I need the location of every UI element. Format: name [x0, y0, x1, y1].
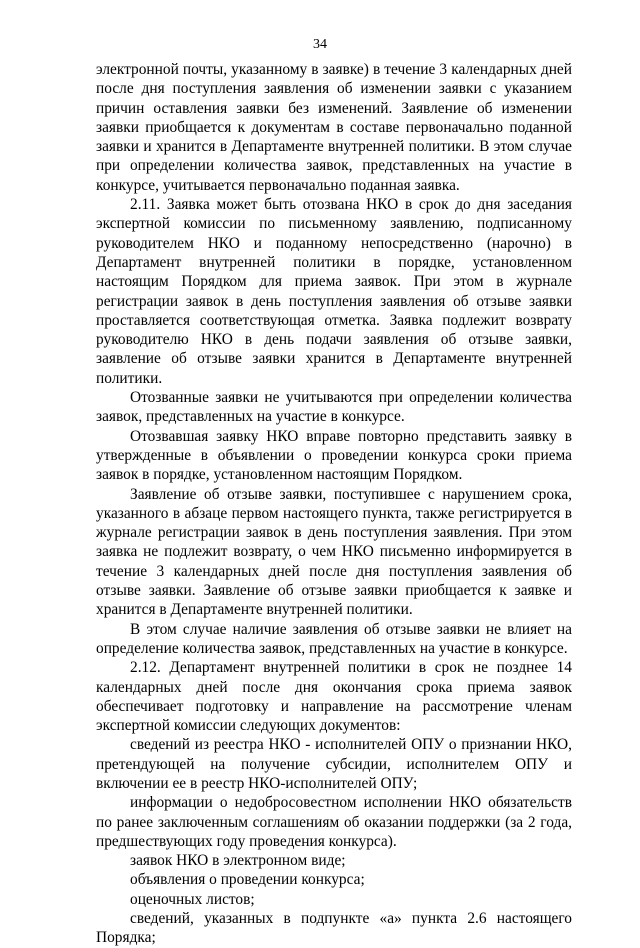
paragraph-late-withdrawal: Заявление об отзыве заявки, поступившее с нарушением срока, указанного в абзаце первом настоящего пункта, также регистрируется в журнале регистрации заявок в день поступления заявления. При этом заявка не подлежит возврату, о чем НКО письменно информируется в течение 3 календарных дней после дня поступления заявления об отзыве заявки. Заявление об отзыве заявки приобщается к заявке и хранится в Департаменте внутренней политики.: [96, 485, 572, 619]
list-item-electronic-applications: заявок НКО в электронном виде;: [130, 852, 346, 870]
list-item-contest-announcement: объявления о проведении конкурса;: [130, 871, 365, 889]
list-item-registry-info: сведений из реестра НКО - исполнителей ОПУ о признании НКО, претендующей на получение субсидии, исполнителем ОПУ и включении ее в реестр НКО-исполнителей ОПУ;: [96, 736, 572, 792]
paragraph-withdrawn-applications: Отозванные заявки не учитываются при определении количества заявок, представленных на участие в конкурсе.: [96, 389, 572, 426]
paragraph-2-11: 2.11. Заявка может быть отозвана НКО в срок до дня заседания экспертной комиссии по письменному заявлению, подписанному руководителем НКО и поданному непосредственно (нарочно) в Департамент внутренней политики в порядке, установленном настоящим Порядком для приема заявок. При этом в журнале регистрации заявок в день поступления заявления об отзыве заявки проставляется соответствующая отметка. Заявка подлежит возврату руководителю НКО в день подачи заявления об отзыве заявки, заявление об отзыве заявки хранится в Департаменте внутренней политики.: [96, 196, 572, 387]
page-number: 34: [313, 37, 327, 52]
list-item-subparagraph-info: сведений, указанных в подпункте «а» пункта 2.6 настоящего Порядка;: [96, 910, 572, 947]
paragraph-withdrawal-effect: В этом случае наличие заявления об отзыве заявки не влияет на определение количества заявок, представленных на участие в конкурсе.: [96, 620, 572, 657]
paragraph-resubmission: Отозвавшая заявку НКО вправе повторно представить заявку в утвержденные в объявлении о проведении конкурса сроки приема заявок в порядке, установленном настоящим Порядком.: [96, 427, 572, 484]
paragraph-2-12: 2.12. Департамент внутренней политики в срок не позднее 14 календарных дней после дня окончания срока приема заявок обеспечивает подготовку и направление на рассмотрение членам экспертной комиссии следующих документов:: [96, 659, 572, 735]
list-item-evaluation-sheets: оценочных листов;: [130, 890, 255, 908]
document-body: [96, 60, 572, 948]
paragraph-continuation: электронной почты, указанному в заявке) в течение 3 календарных дней после дня поступления заявления об изменении заявки с указанием причин оставления заявки без изменений. Заявление об изменении заявки приобщается к документам в составе первоначально поданной заявки и хранится в Департаменте внутренней политики. В этом случае при определении количества заявок, представленных на участие в конкурсе, учитывается первоначально поданная заявка.: [96, 61, 572, 194]
list-item-dishonest-performance: информации о недобросовестном исполнении НКО обязательств по ранее заключенным соглашениям об оказании поддержки (за 2 года, предшествующих году проведения конкурса).: [96, 794, 572, 850]
